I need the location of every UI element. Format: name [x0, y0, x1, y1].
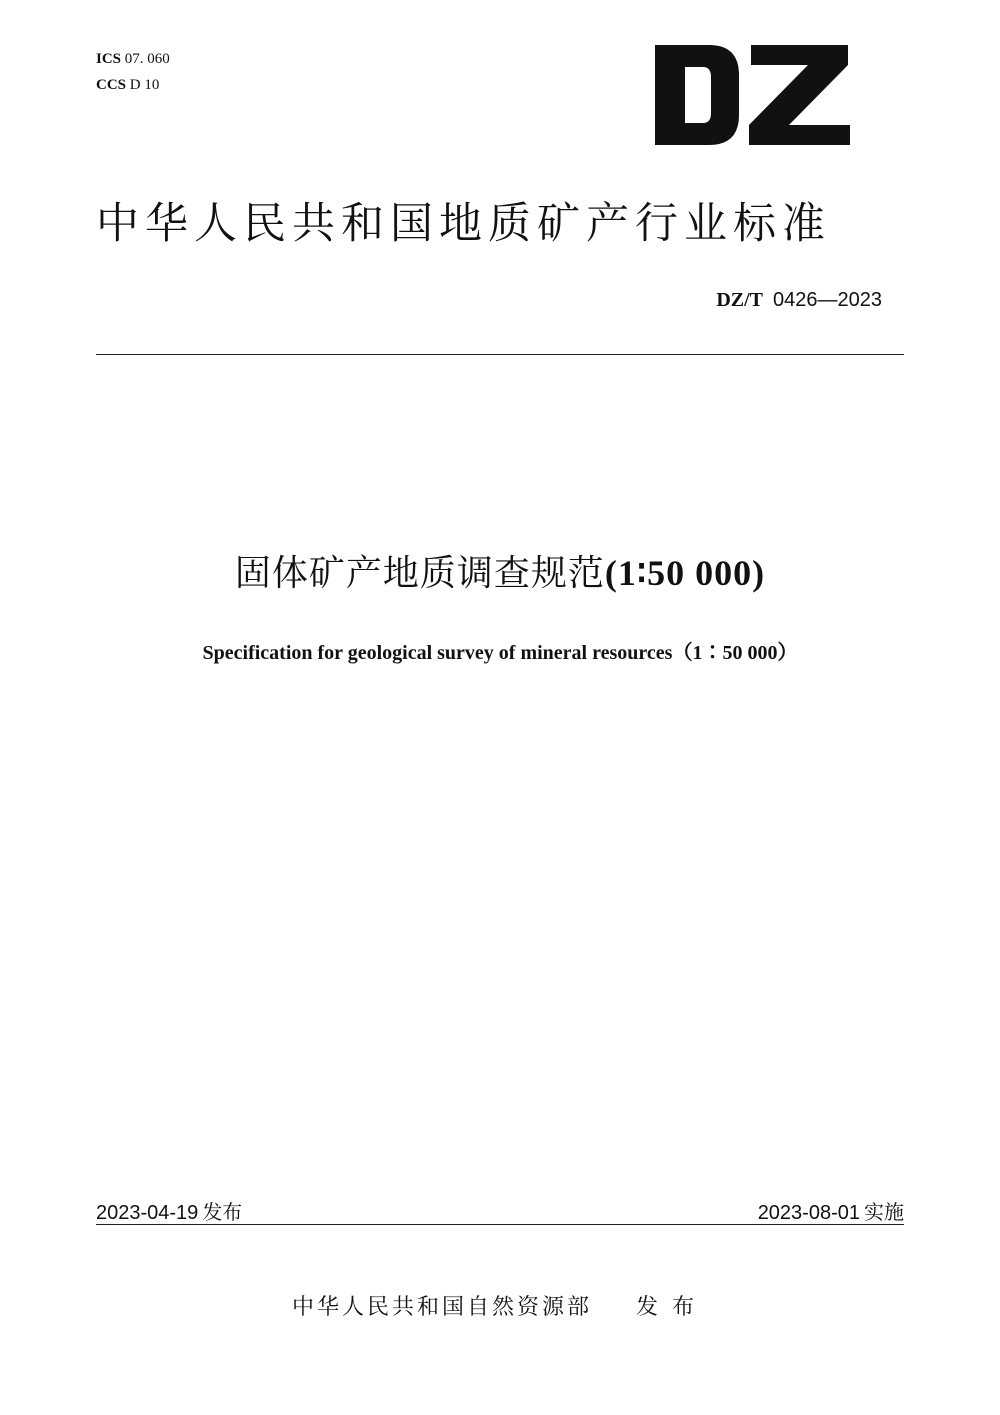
ics-code: 07. 060: [124, 51, 170, 67]
issue-date: [96, 1196, 242, 1225]
implement-date: [758, 1196, 904, 1225]
issue-date-value: 2023-04-19: [96, 1202, 199, 1224]
publisher-action: 发布: [636, 1295, 709, 1320]
title-cn-scale: (1∶50 000): [604, 553, 766, 593]
standard-code: 0426—2023: [773, 289, 882, 311]
ccs-line: [96, 72, 170, 98]
industry-title: 中华人民共和国地质矿产行业标准: [96, 199, 831, 249]
classification-codes: [96, 46, 170, 98]
implement-date-label: 实施: [864, 1200, 904, 1224]
ics-label: ICS: [96, 51, 122, 67]
standard-prefix: DZ/T: [716, 289, 764, 311]
ics-line: [96, 46, 170, 72]
ccs-label: CCS: [96, 77, 127, 93]
implement-date-value: 2023-08-01: [757, 1202, 860, 1224]
bottom-divider: [96, 1224, 904, 1225]
standard-number: [716, 289, 882, 312]
ccs-code: D 10: [129, 77, 160, 93]
top-divider: [96, 354, 904, 355]
document-title-en: Specification for geological survey of mineral resources（1∶50 000）: [202, 642, 798, 664]
document-title-cn: [0, 545, 1000, 596]
issue-date-label: 发布: [202, 1200, 243, 1224]
title-cn-main: 固体矿产地质调查规范: [234, 553, 605, 594]
publisher: [0, 1290, 1000, 1321]
dz-logo: [655, 45, 850, 145]
publisher-name: 中华人民共和国自然资源部: [291, 1295, 592, 1320]
